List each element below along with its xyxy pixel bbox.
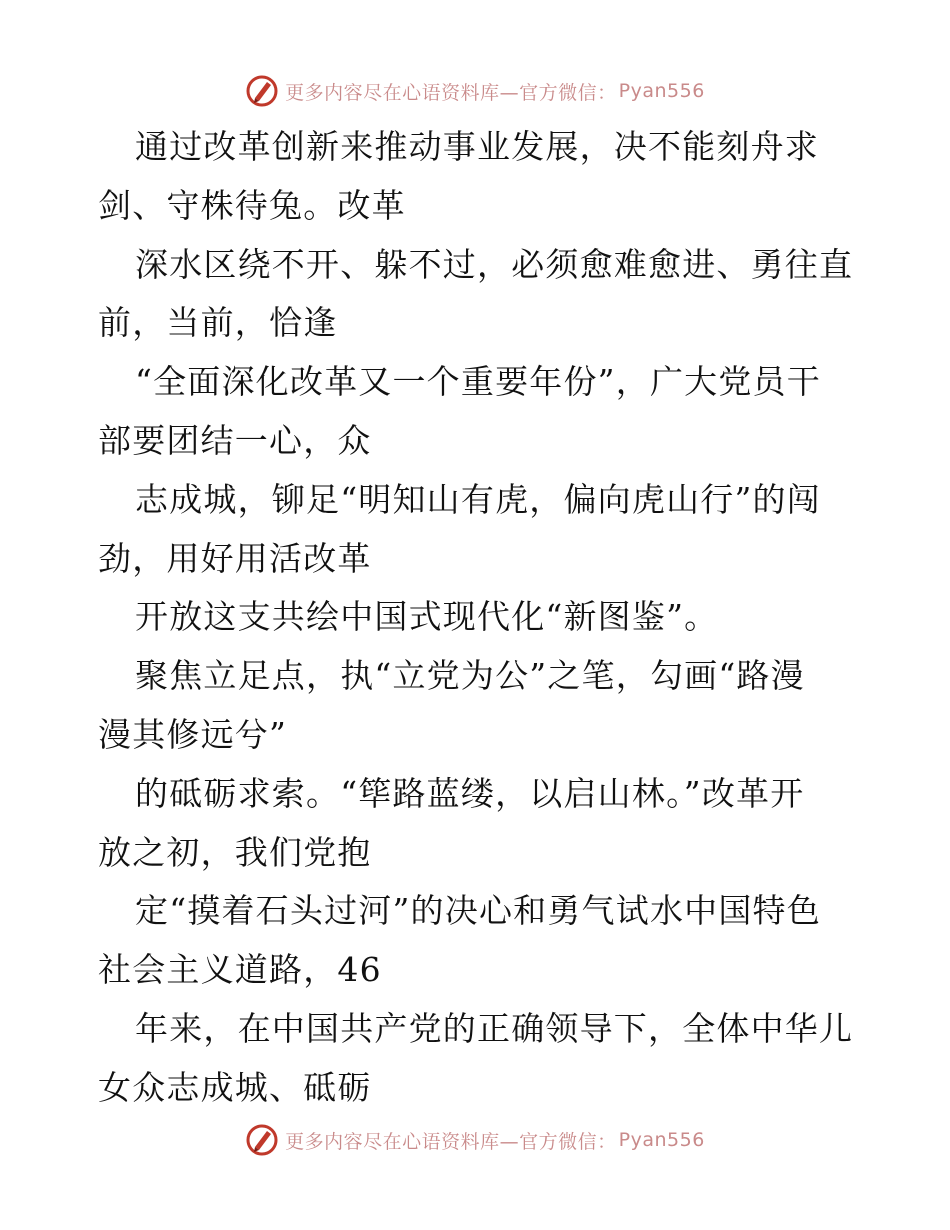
text-line: 年来，在中国共产党的正确领导下，全体中华儿 (135, 1008, 854, 1048)
text-line: 开放这支共绘中国式现代化“新图鉴”。 (135, 597, 719, 637)
banner-wechat-id: Pyan556 (618, 1129, 705, 1151)
banner-text: 更多内容尽在心语资料库—官方微信： (285, 81, 617, 104)
text-line: 前，当前，恰逢 (98, 303, 338, 343)
footer-banner (0, 1120, 950, 1160)
banner-wechat-id: Pyan556 (618, 80, 705, 102)
text-line: 社会主义道路，46 (98, 950, 382, 990)
text-line: 深水区绕不开、躲不过，必须愈难愈进、勇往直 (135, 244, 854, 284)
text-line: “全面深化改革又一个重要年份”，广大党员干 (135, 362, 821, 402)
pen-logo-icon (245, 74, 279, 108)
text-line: 聚焦立足点，执“立党为公”之笔，勾画“路漫 (135, 656, 805, 696)
pen-logo-icon (245, 1123, 279, 1157)
text-line: 志成城，铆足“明知山有虎，偏向虎山行”的闯 (135, 479, 821, 519)
text-line: 劲，用好用活改革 (98, 538, 372, 578)
text-line: 剑、守株待兔。改革 (98, 185, 406, 225)
text-line: 女众志成城、砥砺 (98, 1067, 372, 1107)
banner-text: 更多内容尽在心语资料库—官方微信： (285, 1130, 617, 1153)
text-line: 放之初，我们党抱 (98, 832, 372, 872)
text-line: 部要团结一心，众 (98, 420, 372, 460)
text-line: 通过改革创新来推动事业发展，决不能刻舟求 (135, 127, 819, 166)
text-line: 定“摸着石头过河”的决心和勇气试水中国特色 (135, 891, 821, 931)
text-line: 漫其修远兮” (98, 714, 288, 754)
header-banner (0, 71, 950, 111)
document-body (98, 118, 858, 1118)
text-line: 的砥砺求索。“筚路蓝缕，以启山林。”改革开 (135, 773, 805, 813)
